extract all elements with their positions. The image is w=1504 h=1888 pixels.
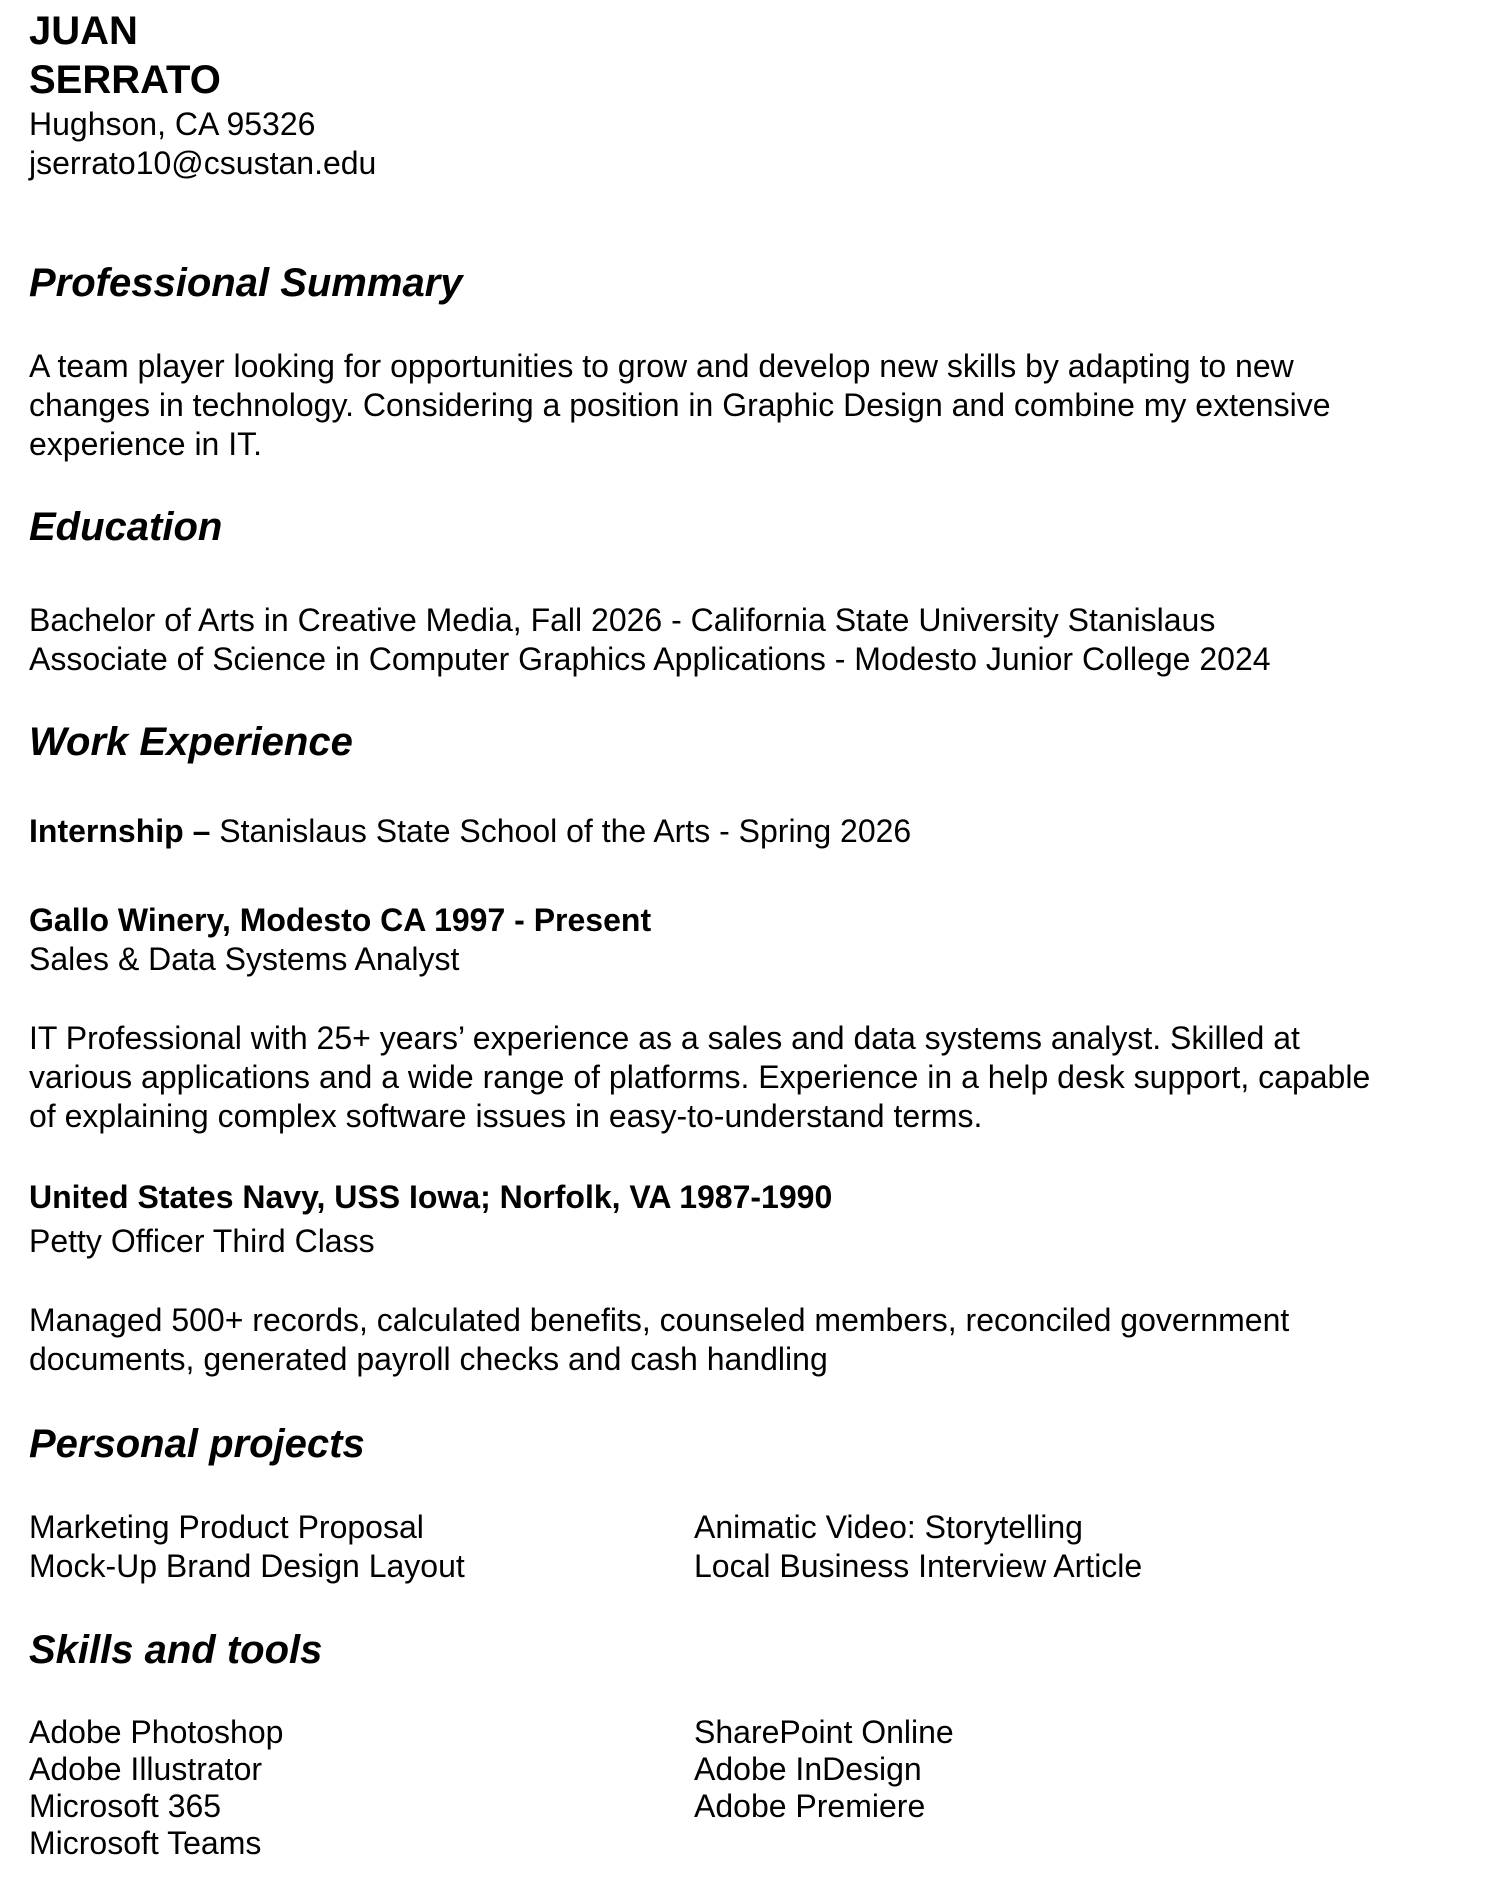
skill-item: Microsoft Teams [29, 1825, 262, 1861]
projects-heading: Personal projects [29, 1422, 365, 1466]
last-name: SERRATO [29, 58, 221, 102]
skill-item: Adobe InDesign [694, 1751, 922, 1787]
project-item: Marketing Product Proposal [29, 1509, 424, 1545]
email: jserrato10@csustan.edu [29, 145, 377, 181]
internship-detail: Stanislaus State School of the Arts - Spring 2026 [210, 813, 912, 849]
navy-title: Petty Officer Third Class [29, 1223, 375, 1259]
internship-label: Internship – [29, 813, 211, 849]
skill-item: Adobe Premiere [694, 1788, 926, 1824]
location: Hughson, CA 95326 [29, 106, 316, 142]
skill-item: SharePoint Online [694, 1714, 954, 1750]
gallo-description-line: of explaining complex software issues in easy-to-understand terms. [29, 1098, 983, 1134]
skills-heading: Skills and tools [29, 1628, 323, 1672]
first-name: JUAN [29, 9, 138, 53]
education-entry: Associate of Science in Computer Graphics Applications - Modesto Junior College 2024 [29, 641, 1271, 677]
education-heading: Education [29, 505, 223, 549]
internship-line [29, 812, 911, 851]
navy-description-line: documents, generated payroll checks and cash handling [29, 1341, 828, 1377]
gallo-title: Sales & Data Systems Analyst [29, 941, 460, 977]
summary-line: experience in IT. [29, 426, 263, 462]
project-item: Mock-Up Brand Design Layout [29, 1548, 465, 1584]
gallo-description-line: IT Professional with 25+ years’ experience as a sales and data systems analyst. Skilled at [29, 1020, 1300, 1056]
summary-heading: Professional Summary [29, 261, 463, 305]
skill-item: Adobe Illustrator [29, 1751, 263, 1787]
navy-description-line: Managed 500+ records, calculated benefits, counseled members, reconciled government [29, 1302, 1290, 1338]
navy-employer: United States Navy, USS Iowa; Norfolk, VA 1987-1990 [29, 1179, 833, 1215]
gallo-description-line: various applications and a wide range of platforms. Experience in a help desk support, capable [29, 1059, 1371, 1095]
project-item: Local Business Interview Article [694, 1548, 1143, 1584]
education-entry: Bachelor of Arts in Creative Media, Fall 2026 - California State University Stanislaus [29, 602, 1216, 638]
skill-item: Adobe Photoshop [29, 1714, 284, 1750]
summary-line: changes in technology. Considering a position in Graphic Design and combine my extensive [29, 387, 1331, 423]
project-item: Animatic Video: Storytelling [694, 1509, 1083, 1545]
skill-item: Microsoft 365 [29, 1788, 222, 1824]
summary-line: A team player looking for opportunities to grow and develop new skills by adapting to new [29, 348, 1294, 384]
gallo-employer: Gallo Winery, Modesto CA 1997 - Present [29, 902, 652, 938]
work-heading: Work Experience [29, 720, 353, 764]
